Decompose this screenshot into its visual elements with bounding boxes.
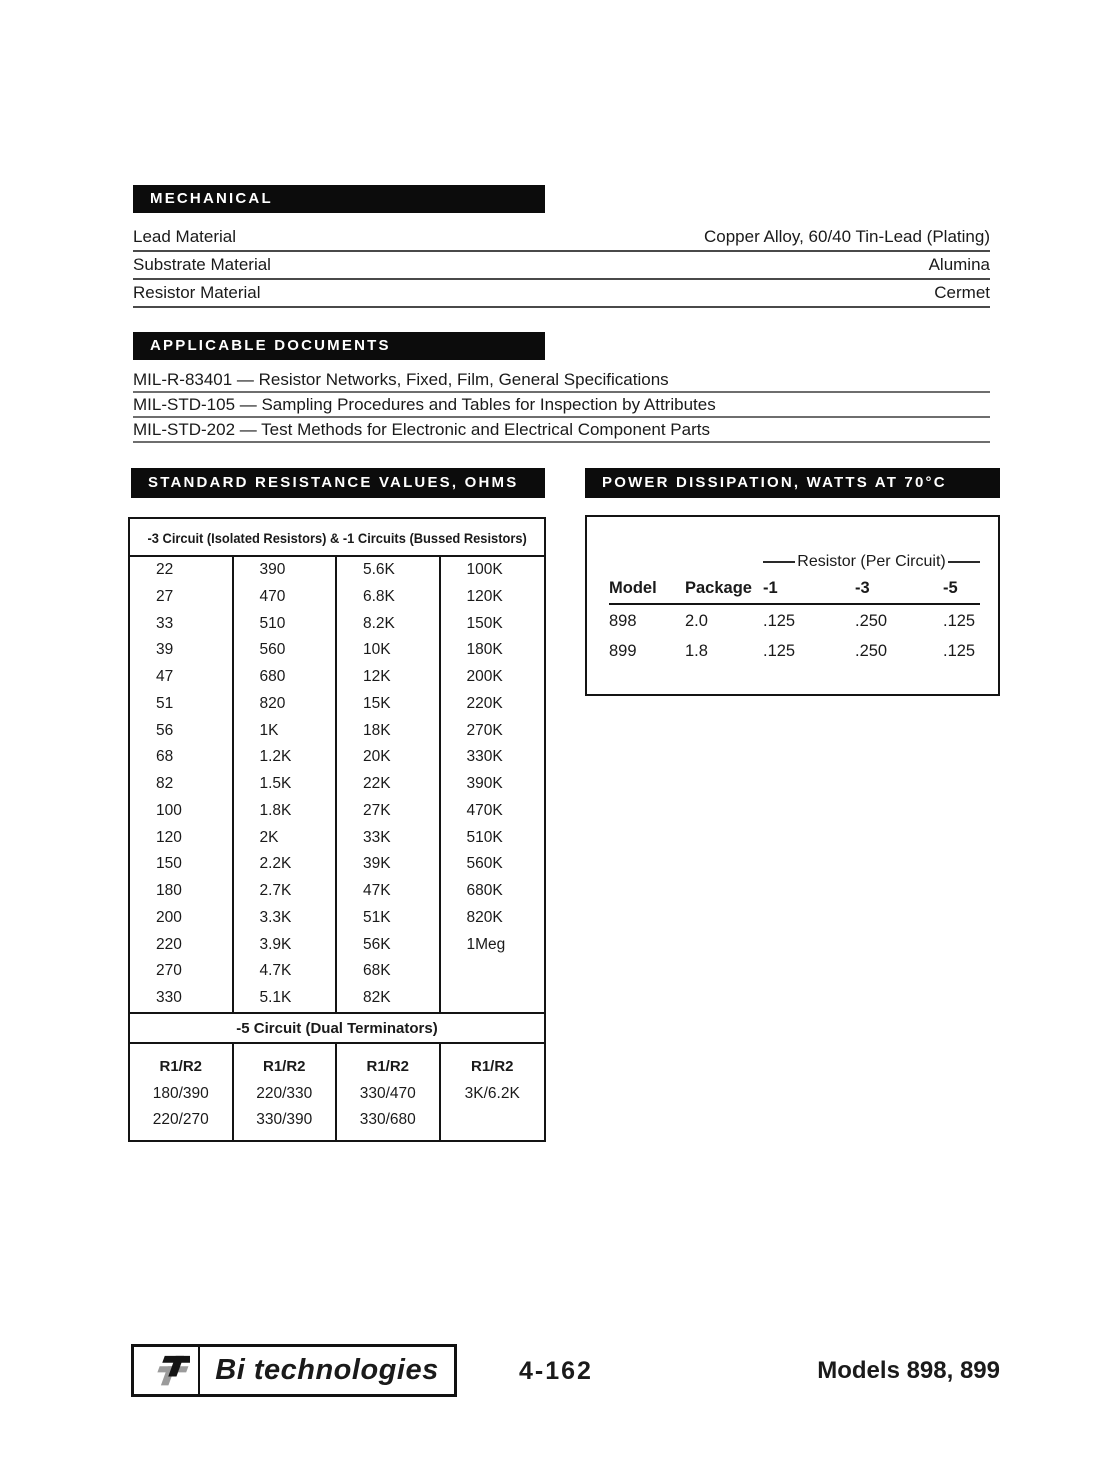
resistance-cell [441,958,545,985]
power-col-header: Model [609,579,657,597]
resistance-cell: 82K [337,985,441,1012]
resistance-cell: 330 [130,985,234,1012]
power-col-header: -5 [943,579,958,597]
r1r2-column-header: R1/R2 [262,1057,306,1075]
spec-value: Cermet [934,283,990,302]
resistance-cell: 3.3K [234,905,338,932]
group-header-line [763,561,795,563]
dual-terminator-cell: 330/390 [256,1110,313,1128]
resistance-cell: 15K [337,691,441,718]
dual-terminator-column [234,1044,338,1140]
power-cell: .125 [763,642,796,660]
resistance-cell: 100 [130,798,234,825]
power-cell: .250 [855,642,888,660]
section-header-applicable-documents: APPLICABLE DOCUMENTS [133,332,545,360]
standard-resistance-table [128,517,546,1142]
section-header-power-dissipation: POWER DISSIPATION, WATTS AT 70°C [585,468,1000,498]
resistance-cell: 220 [130,932,234,959]
spec-row [133,280,990,308]
resistance-cell: 56K [337,932,441,959]
dual-terminator-cell: 220/270 [152,1110,209,1128]
spec-value: Copper Alloy, 60/40 Tin-Lead (Plating) [703,227,990,246]
resistance-table-header-label: -3 Circuit (Isolated Resistors) & -1 Circuits (Bussed Resistors) [147,530,527,546]
resistance-cell: 47 [130,664,234,691]
resistance-cell: 510K [466,828,503,846]
power-cell: .125 [943,642,976,660]
resistance-cell: 1.8K [234,798,338,825]
power-cell: .250 [855,612,888,630]
resistance-cell: 680K [466,882,503,899]
resistance-cell: 3.9K [234,932,338,959]
resistance-cell: 120K [466,587,503,605]
spec-label: Substrate Material [133,255,271,274]
resistance-cell: 1.2K [234,744,338,771]
power-col-header: -3 [855,579,870,597]
resistance-cell: 560 [234,637,338,664]
document-item: MIL-STD-105 — Sampling Procedures and Tables for Inspection by Attributes [133,393,990,418]
section-header-standard-resistance: STANDARD RESISTANCE VALUES, OHMS [131,468,545,498]
resistance-cell: 270 [130,958,234,985]
resistance-cell: 560K [466,855,503,873]
resistance-cell: 470 [234,584,338,611]
resistance-cell: 22 [130,557,234,584]
resistance-cell: 18K [337,718,441,745]
section-header-mechanical: MECHANICAL [133,185,545,213]
resistance-cell: 820K [466,908,503,926]
power-col-header: -1 [763,579,778,597]
resistance-cell: 120 [130,825,234,852]
dual-terminator-cell: 3K/6.2K [464,1084,520,1102]
spec-row [133,252,990,280]
resistance-cell: 390K [466,775,503,792]
resistance-values-grid [130,557,544,1012]
resistance-cell: 5.6K [337,557,441,584]
resistance-cell: 22K [337,771,441,798]
dual-terminator-column [130,1044,234,1140]
resistance-cell: 330K [466,748,503,766]
power-col-header: Package [685,579,752,597]
mechanical-rows [133,224,990,308]
power-cell: .125 [763,612,796,630]
group-header-line [948,561,980,563]
power-cell: 2.0 [685,612,708,630]
resistance-cell: 6.8K [337,584,441,611]
resistance-cell: 2.2K [234,851,338,878]
document-item: MIL-R-83401 — Resistor Networks, Fixed, Film, General Specifications [133,368,990,393]
brand-logo-box [131,1344,457,1397]
resistance-cell: 2.7K [234,878,338,905]
resistance-cell: 82 [130,771,234,798]
resistance-cell: 1K [234,718,338,745]
resistance-cell: 39K [337,851,441,878]
power-group-header [763,553,980,571]
resistance-cell: 180K [466,641,503,659]
spec-label: Resistor Material [133,283,261,302]
spec-row [133,224,990,252]
dual-terminator-cell: 330/470 [359,1084,416,1102]
dual-terminator-grid [130,1044,544,1140]
resistance-table-header [130,519,544,557]
resistance-cell: 5.1K [234,985,338,1012]
resistance-cell: 150 [130,851,234,878]
resistance-cell: 27K [337,798,441,825]
resistance-cell: 100K [466,561,503,578]
r1r2-column-header: R1/R2 [470,1057,514,1075]
resistance-cell: 10K [337,637,441,664]
power-grid [609,575,980,665]
resistance-cell: 27 [130,584,234,611]
dual-terminator-column [337,1044,441,1140]
dual-terminator-cell: 180/390 [152,1084,209,1102]
resistance-cell: 51K [337,905,441,932]
resistance-cell: 220K [466,694,503,712]
power-cell: 1.8 [685,642,708,660]
footer-models-label: Models 898, 899 [817,1357,1000,1384]
resistance-cell [441,985,545,1012]
power-cell: 898 [609,612,637,630]
dual-terminator-column [441,1044,545,1140]
resistance-cell: 180 [130,878,234,905]
resistance-cell: 56 [130,718,234,745]
spec-label: Lead Material [133,227,237,246]
applicable-documents-list [133,368,990,443]
power-cell: 899 [609,642,637,660]
resistance-cell: 680 [234,664,338,691]
r1r2-column-header: R1/R2 [159,1057,203,1075]
dual-terminator-cell: 220/330 [256,1084,313,1102]
resistance-cell: 8.2K [337,611,441,638]
dual-terminator-header: -5 Circuit (Dual Terminators) [130,1012,544,1044]
tt-logo-icon [134,1347,200,1394]
group-header-label: Resistor (Per Circuit) [797,553,946,570]
resistance-cell: 470K [466,801,503,819]
resistance-cell: 820 [234,691,338,718]
resistance-cell: 1.5K [234,771,338,798]
resistance-cell: 510 [234,611,338,638]
spec-value: Alumina [928,255,990,274]
document-item: MIL-STD-202 — Test Methods for Electronic and Electrical Component Parts [133,418,990,443]
resistance-cell: 200 [130,905,234,932]
resistance-cell: 68K [337,958,441,985]
resistance-cell: 270K [466,721,503,739]
r1r2-column-header: R1/R2 [366,1057,410,1075]
resistance-cell: 47K [337,878,441,905]
resistance-cell: 12K [337,664,441,691]
power-cell: .125 [943,612,976,630]
resistance-cell: 390 [234,557,338,584]
resistance-cell: 2K [234,825,338,852]
resistance-cell: 4.7K [234,958,338,985]
power-dissipation-table [585,515,1000,696]
resistance-cell: 150K [466,614,503,632]
dual-terminator-cell: 330/680 [359,1110,416,1128]
resistance-cell: 1Meg [466,935,506,953]
page-number: 4-162 [519,1357,593,1385]
resistance-cell: 51 [130,691,234,718]
resistance-cell: 200K [466,668,503,685]
resistance-cell: 20K [337,744,441,771]
resistance-cell: 68 [130,744,234,771]
resistance-cell: 33 [130,611,234,638]
brand-name: Bi technologies [215,1354,439,1386]
resistance-cell: 39 [130,637,234,664]
resistance-cell: 33K [337,825,441,852]
